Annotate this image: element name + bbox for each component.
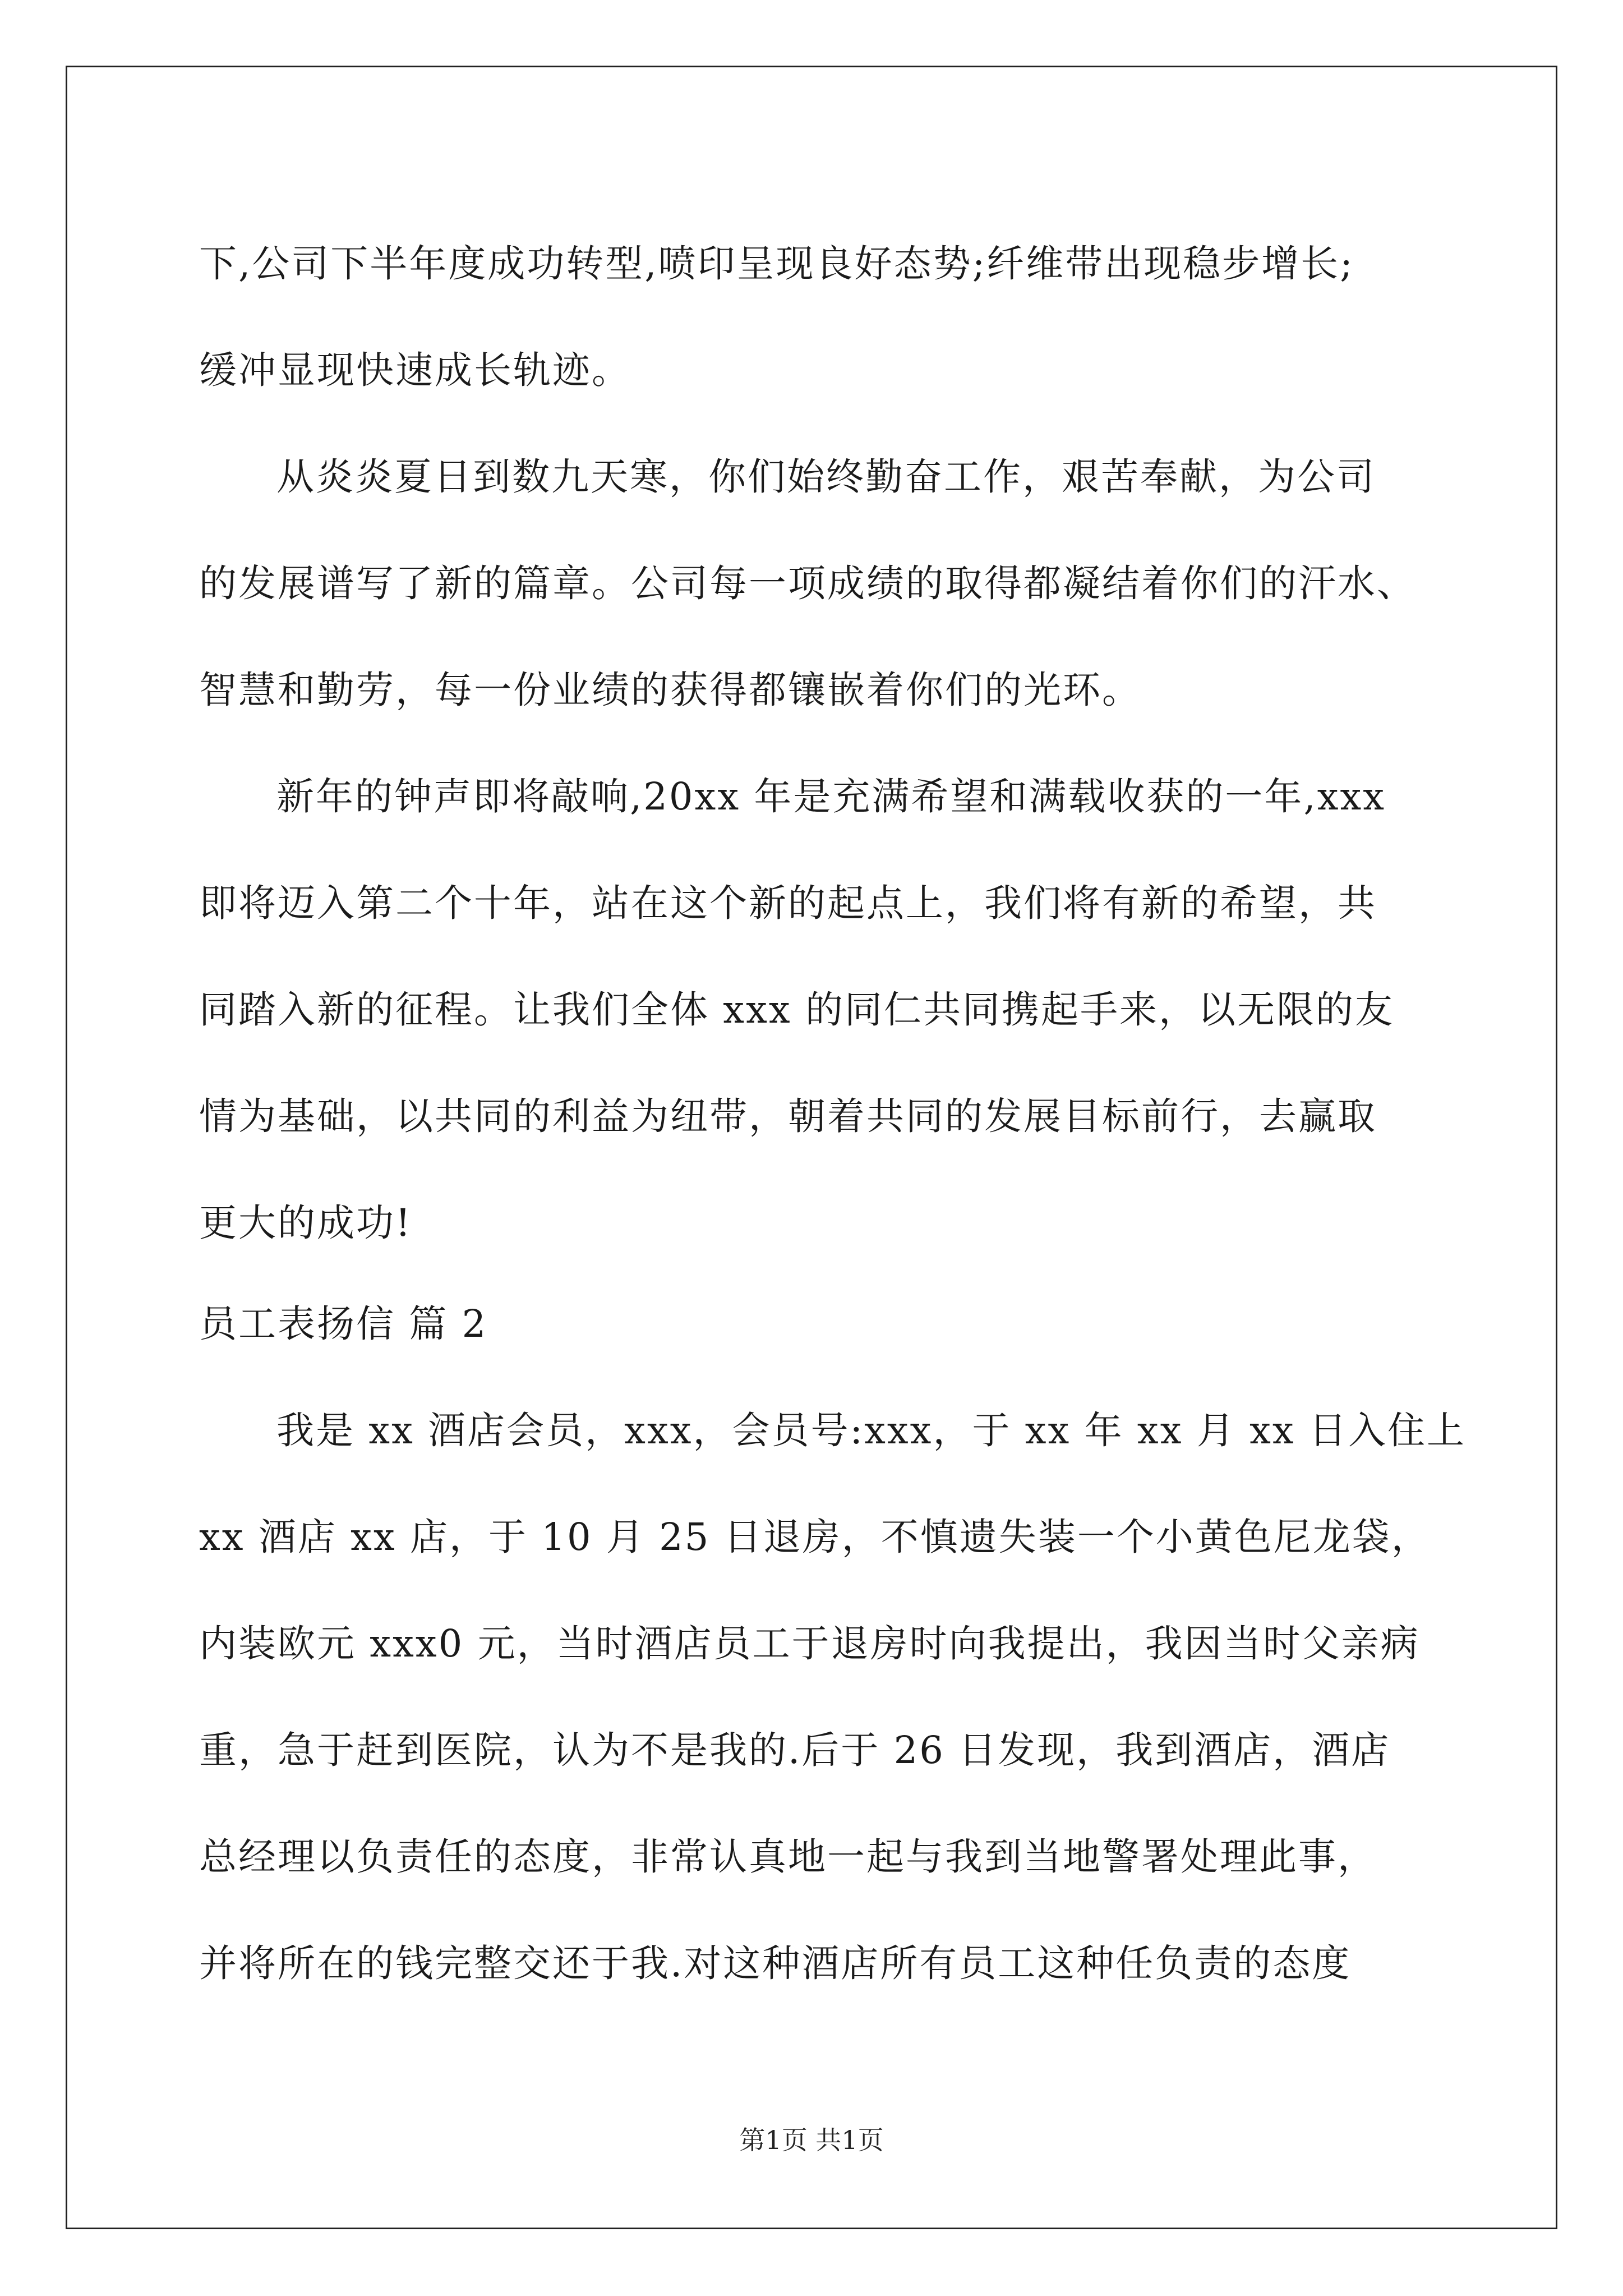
text-line: 的发展谱写了新的篇章。公司每一项成绩的取得都凝结着你们的汗水、	[199, 562, 1416, 605]
paragraph-first-line: 新年的钟声即将敲响,20xx 年是充满希望和满载收获的一年,xxx	[276, 775, 1386, 818]
text-line: 智慧和勤劳，每一份业绩的获得都镶嵌着你们的光环。	[199, 668, 1141, 712]
text-line: 即将迈入第二个十年，站在这个新的起点上，我们将有新的希望，共	[199, 881, 1377, 925]
text-line: xx 酒店 xx 店，于 10 月 25 日退房，不慎遗失装一个小黄色尼龙袋，	[199, 1515, 1431, 1559]
page-footer: 第1页 共1页	[739, 2125, 884, 2155]
text-line: 并将所在的钱完整交还于我.对这种酒店所有员工这种任负责的态度	[199, 1941, 1352, 1985]
text-line: 情为基础，以共同的利益为纽带，朝着共同的发展目标前行，去赢取	[199, 1094, 1377, 1138]
text-line: 下,公司下半年度成功转型,喷印呈现良好态势;纤维带出现稳步增长;	[199, 242, 1354, 286]
text-line: 内装欧元 xxx0 元，当时酒店员工于退房时向我提出，我因当时父亲病	[199, 1622, 1420, 1665]
paragraph-first-line: 从炎炎夏日到数九天寒，你们始终勤奋工作，艰苦奉献，为公司	[276, 455, 1376, 499]
text-line: 更大的成功!	[199, 1201, 412, 1245]
text-line: 总经理以负责任的态度，非常认真地一起与我到当地警署处理此事，	[199, 1835, 1377, 1879]
paragraph-first-line: 我是 xx 酒店会员，xxx，会员号:xxx，于 xx 年 xx 月 xx 日入住上	[276, 1409, 1466, 1452]
section-heading: 员工表扬信 篇 2	[199, 1302, 488, 1346]
text-line: 重，急于赶到医院，认为不是我的.后于 26 日发现，我到酒店，酒店	[199, 1728, 1391, 1772]
text-line: 同踏入新的征程。让我们全体 xxx 的同仁共同携起手来，以无限的友	[199, 988, 1394, 1032]
text-line: 缓冲显现快速成长轨迹。	[199, 348, 631, 392]
